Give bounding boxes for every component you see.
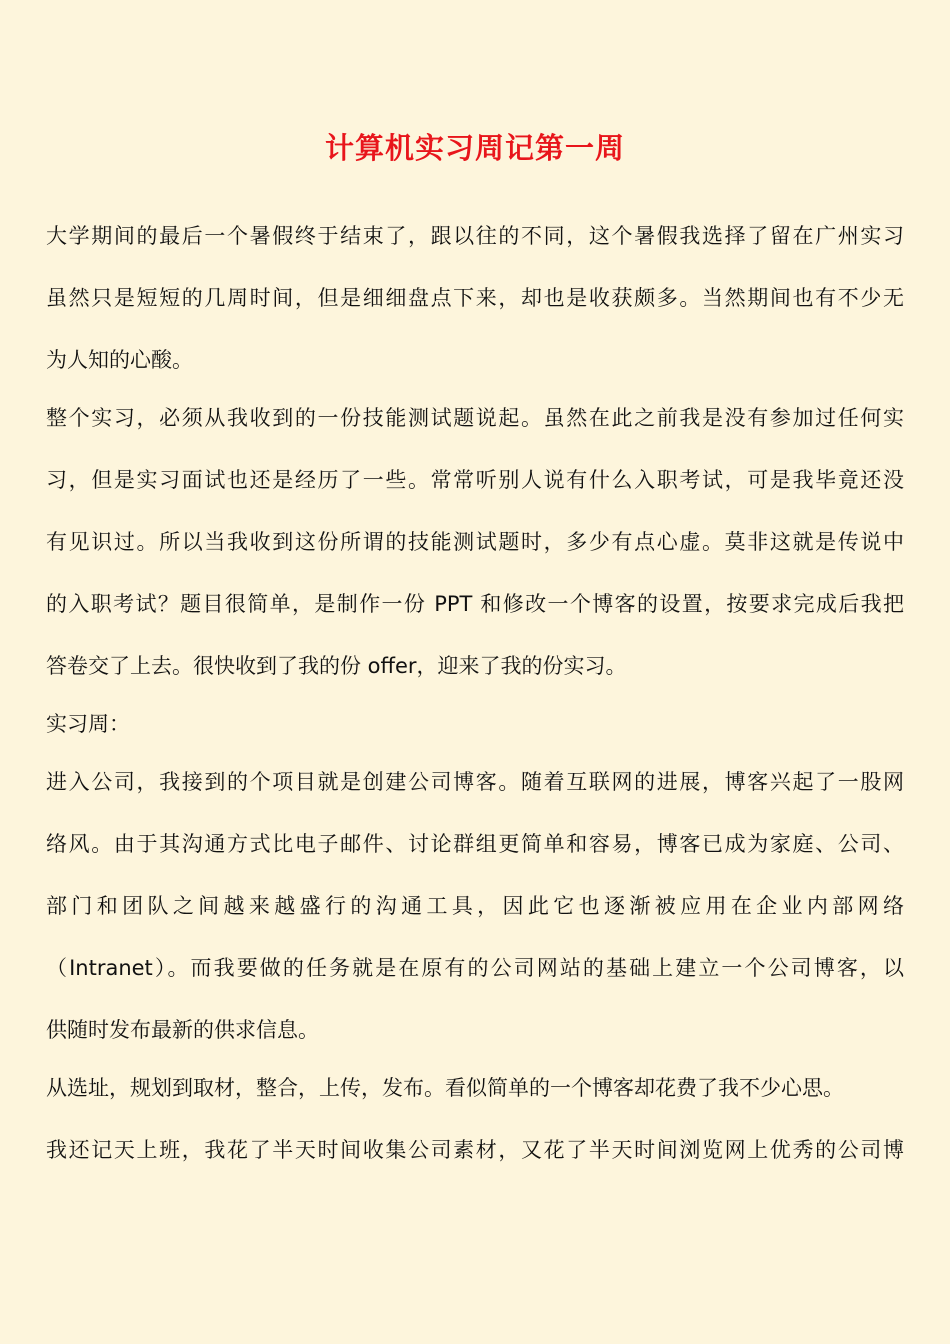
text-line: 为人知的心酸。 (46, 348, 193, 372)
text-line: 络风。由于其沟通方式比电子邮件、讨论群组更简单和容易，博客已成为家庭、公司、 (46, 832, 904, 856)
text-line: 答卷交了上去。很快收到了我的份 offer，迎来了我的份实习。 (46, 654, 627, 678)
text-line: 部门和团队之间越来越盛行的沟通工具，因此它也逐渐被应用在企业内部网络 (46, 894, 904, 918)
document-body (46, 217, 904, 1193)
text-line: 的入职考试？题目很简单，是制作一份 PPT 和修改一个博客的设置，按要求完成后我把 (46, 592, 904, 616)
text-line: 虽然只是短短的几周时间，但是细细盘点下来，却也是收获颇多。当然期间也有不少无 (46, 286, 904, 310)
text-line: 进入公司，我接到的个项目就是创建公司博客。随着互联网的进展，博客兴起了一股网 (46, 770, 904, 794)
text-line: 供随时发布最新的供求信息。 (46, 1018, 319, 1042)
text-line: 有见识过。所以当我收到这份所谓的技能测试题时，多少有点心虚。莫非这就是传说中 (46, 530, 904, 554)
text-line: 我还记天上班，我花了半天时间收集公司素材，又花了半天时间浏览网上优秀的公司博 (46, 1138, 904, 1162)
text-line: （Intranet）。而我要做的任务就是在原有的公司网站的基础上建立一个公司博客，以 (46, 956, 904, 980)
document-title: 计算机实习周记第一周 (324, 131, 625, 165)
text-line: 习，但是实习面试也还是经历了一些。常常听别人说有什么入职考试，可是我毕竟还没 (46, 468, 904, 492)
text-line: 从选址，规划到取材，整合，上传，发布。看似简单的一个博客却花费了我不少心思。 (46, 1076, 844, 1100)
text-line: 大学期间的最后一个暑假终于结束了，跟以往的不同，这个暑假我选择了留在广州实习 (46, 224, 904, 248)
text-line: 实习周： (46, 712, 130, 736)
text-line: 整个实习，必须从我收到的一份技能测试题说起。虽然在此之前我是没有参加过任何实 (46, 406, 904, 430)
